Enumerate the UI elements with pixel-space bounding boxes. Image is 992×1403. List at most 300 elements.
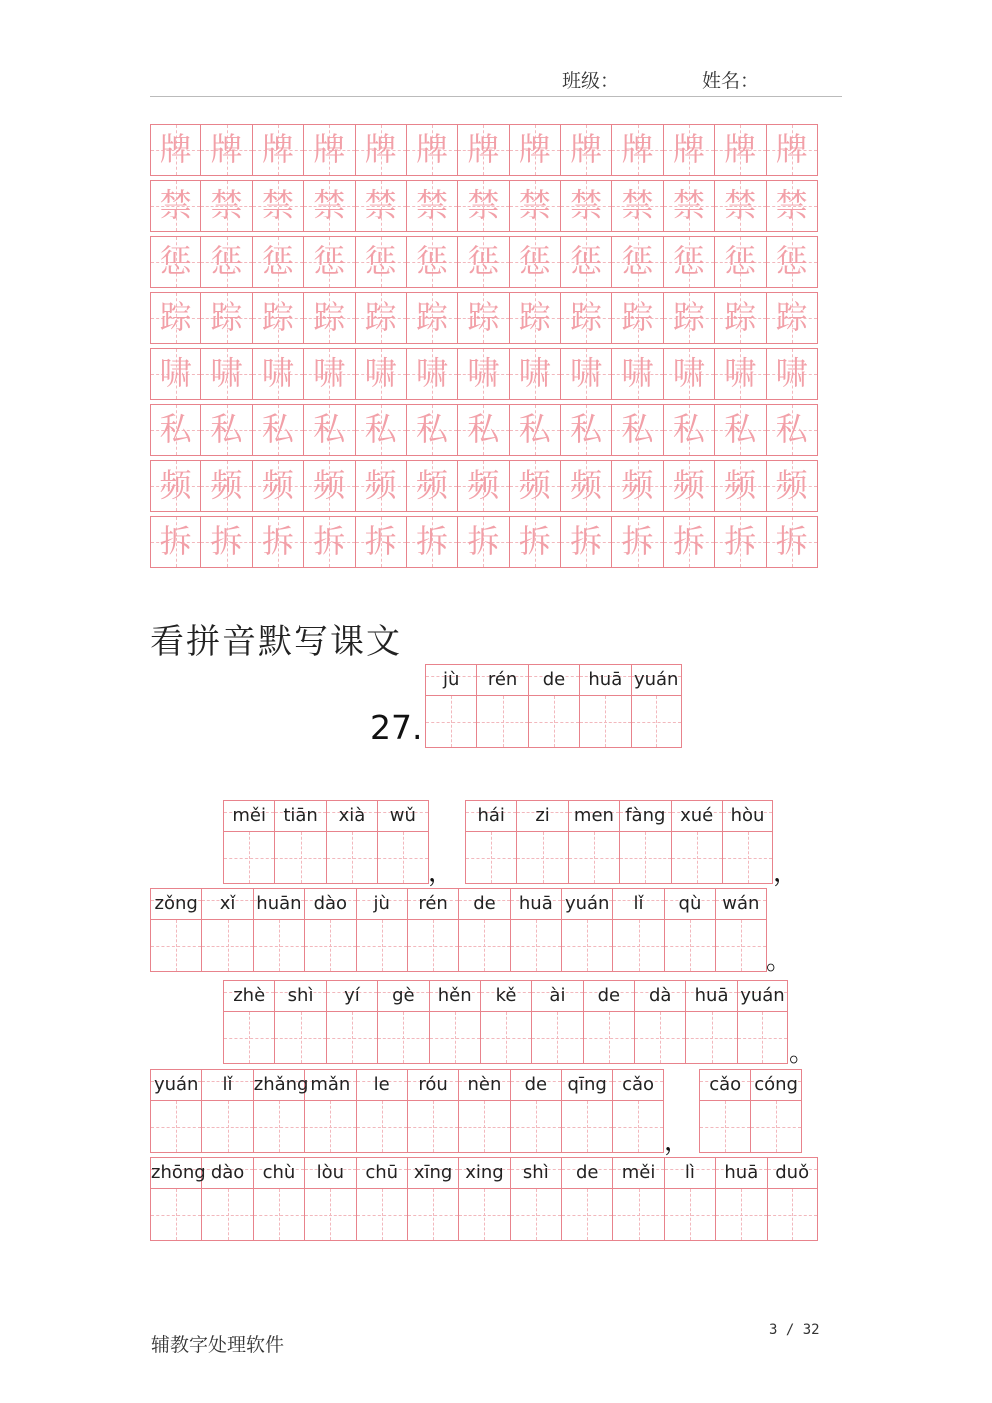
answer-cell[interactable] [510,1189,561,1241]
answer-cell[interactable] [407,920,458,972]
pinyin-syllable: shì [522,1162,549,1183]
pinyin-syllable: dà [648,985,672,1006]
answer-cell[interactable] [722,832,773,884]
practice-cell [561,404,612,456]
pinyin-syllable: lǐ [633,893,644,914]
trace-character: 拆 [518,522,551,560]
pinyin-box [516,800,567,884]
practice-cell [715,236,766,288]
pinyin-box [326,800,377,884]
answer-cell[interactable] [579,696,630,748]
practice-cell [510,236,561,288]
practice-cell [304,292,355,344]
practice-cell [253,124,304,176]
practice-cell [407,348,458,400]
practice-cell [561,460,612,512]
pinyin-syllable: zǒng [154,893,198,914]
practice-cell [510,460,561,512]
practice-cell [304,460,355,512]
answer-cell[interactable] [253,1189,304,1241]
answer-cell[interactable] [612,1101,663,1153]
answer-cell[interactable] [304,920,355,972]
answer-cell[interactable] [425,696,476,748]
pinyin-cell [407,1069,458,1101]
pinyin-syllable: zhōng [151,1162,206,1183]
practice-cell [253,516,304,568]
answer-cell[interactable] [201,1101,252,1153]
pinyin-box [407,888,458,972]
trace-character: 牌 [364,130,397,168]
practice-row [150,292,818,344]
answer-cell[interactable] [223,832,274,884]
pinyin-box [253,1069,309,1153]
pinyin-cell [407,1157,458,1189]
pinyin-box [715,888,766,972]
pinyin-box [253,888,304,972]
trace-character: 私 [159,410,192,448]
practice-cell [561,516,612,568]
trace-character: 拆 [621,522,654,560]
practice-cell [150,516,201,568]
pinyin-cell [425,664,476,696]
pinyin-cell [510,1069,561,1101]
practice-cell [201,348,252,400]
trace-character: 频 [364,466,397,504]
trace-character: 踪 [261,298,294,336]
practice-cell [612,236,663,288]
practice-cell [407,404,458,456]
answer-cell[interactable] [465,832,516,884]
pinyin-cell [407,888,458,920]
pinyin-cell [510,888,561,920]
answer-cell[interactable] [699,1101,750,1153]
practice-cell [612,460,663,512]
pinyin-cell [510,1157,561,1189]
pinyin-cell [631,664,682,696]
pinyin-syllable: de [542,669,566,690]
trace-character: 频 [261,466,294,504]
answer-cell[interactable] [150,1101,201,1153]
practice-cell [664,460,715,512]
trace-character: 频 [518,466,551,504]
pinyin-box [561,1069,612,1153]
practice-cell [201,404,252,456]
pinyin-cell [685,980,736,1012]
pinyin-cell [767,1157,818,1189]
trace-character: 私 [313,410,346,448]
pinyin-box [612,1069,663,1153]
trace-character: 禁 [724,186,757,224]
punctuation-mark: ， [773,858,800,888]
trace-character: 踪 [416,298,449,336]
answer-cell[interactable] [583,1012,634,1064]
practice-row [150,236,818,288]
pinyin-syllable: duǒ [775,1162,810,1183]
pinyin-box [150,888,201,972]
answer-cell[interactable] [664,1189,715,1241]
practice-cell [458,348,509,400]
pinyin-box [465,800,516,884]
pinyin-box [377,980,428,1064]
practice-cell [767,292,818,344]
practice-cell [458,124,509,176]
pinyin-syllable: xīng [413,1162,453,1183]
answer-cell[interactable] [326,832,377,884]
practice-cell [715,404,766,456]
pinyin-syllable: yuán [633,669,679,690]
practice-cell [561,292,612,344]
trace-character: 禁 [467,186,500,224]
pinyin-box [480,980,531,1064]
trace-character: 牌 [159,130,192,168]
pinyin-cell [326,800,377,832]
practice-cell [612,404,663,456]
practice-cell [715,348,766,400]
practice-cell [356,516,407,568]
practice-cell [664,348,715,400]
trace-character: 拆 [313,522,346,560]
answer-cell[interactable] [458,920,509,972]
pinyin-syllable: lòu [316,1162,345,1183]
answer-cell[interactable] [516,832,567,884]
answer-cell[interactable] [458,1189,509,1241]
pinyin-syllable: rén [418,893,448,914]
practice-cell [715,292,766,344]
answer-cell[interactable] [750,1101,801,1153]
answer-cell[interactable] [377,1012,428,1064]
practice-cell [715,516,766,568]
practice-cell [356,124,407,176]
pinyin-box [304,1069,355,1153]
trace-character: 拆 [724,522,757,560]
practice-cell [304,516,355,568]
pinyin-cell [722,800,773,832]
answer-cell[interactable] [407,1189,458,1241]
practice-cell [767,124,818,176]
trace-character: 踪 [364,298,397,336]
pinyin-cell [671,800,722,832]
practice-cell [304,404,355,456]
practice-cell [767,516,818,568]
pinyin-box [612,1157,663,1241]
pinyin-box [274,800,325,884]
answer-cell[interactable] [619,832,670,884]
title-pinyin-row [425,664,682,748]
pinyin-box [568,800,619,884]
answer-cell[interactable] [274,832,325,884]
pinyin-syllable: chù [262,1162,296,1183]
trace-character: 禁 [518,186,551,224]
answer-cell[interactable] [274,1012,325,1064]
answer-cell[interactable] [429,1012,480,1064]
trace-character: 牌 [416,130,449,168]
trace-character: 踪 [724,298,757,336]
pinyin-cell [664,888,715,920]
trace-character: 牌 [775,130,808,168]
trace-character: 惩 [416,242,449,280]
trace-character: 禁 [159,186,192,224]
practice-cell [664,236,715,288]
practice-cell [201,460,252,512]
trace-character: 禁 [364,186,397,224]
answer-cell[interactable] [304,1101,355,1153]
pinyin-syllable: huā [694,985,729,1006]
trace-character: 禁 [570,186,603,224]
trace-character: 私 [570,410,603,448]
pinyin-box [722,800,773,884]
pinyin-syllable: qù [678,893,702,914]
pinyin-cell [699,1069,750,1101]
trace-character: 惩 [159,242,192,280]
pinyin-box [326,980,377,1064]
pinyin-box [425,664,476,748]
practice-cell [304,180,355,232]
pinyin-cell [561,1157,612,1189]
answer-cell[interactable] [304,1189,355,1241]
pinyin-syllable: jù [373,893,390,914]
trace-character: 频 [621,466,654,504]
pinyin-cell [561,888,612,920]
answer-cell[interactable] [480,1012,531,1064]
pinyin-syllable: zi [535,805,550,826]
lesson-number: 27. [370,708,423,747]
pinyin-syllable: zhè [233,985,266,1006]
pinyin-box [715,1157,766,1241]
practice-cell [201,236,252,288]
practice-cell [767,236,818,288]
answer-cell[interactable] [634,1012,685,1064]
punctuation-mark: ， [664,1127,691,1157]
answer-cell[interactable] [561,1189,612,1241]
answer-cell[interactable] [476,696,527,748]
header-divider [150,96,842,97]
pinyin-cell [531,980,582,1012]
practice-cell [510,516,561,568]
pinyin-syllable: yuán [740,985,785,1006]
answer-cell[interactable] [612,1189,663,1241]
practice-row [150,460,818,512]
pinyin-syllable: cǎo [622,1074,655,1095]
practice-cell [304,348,355,400]
trace-character: 禁 [261,186,294,224]
answer-cell[interactable] [528,696,579,748]
pinyin-cell [150,1157,206,1189]
pinyin-box [583,980,634,1064]
pinyin-syllable: rén [487,669,518,690]
practice-cell [510,180,561,232]
answer-cell[interactable] [715,920,766,972]
trace-character: 拆 [210,522,243,560]
practice-cell [510,404,561,456]
practice-cell [458,516,509,568]
answer-cell[interactable] [253,920,304,972]
answer-cell[interactable] [737,1012,788,1064]
pinyin-syllable: de [597,985,621,1006]
pinyin-syllable: hòu [730,805,765,826]
answer-cell[interactable] [631,696,682,748]
pinyin-box [458,1157,509,1241]
answer-cell[interactable] [356,1189,407,1241]
trace-character: 频 [416,466,449,504]
answer-cell[interactable] [223,1012,274,1064]
practice-cell [201,124,252,176]
practice-cell [253,348,304,400]
practice-cell [150,124,201,176]
practice-cell [201,180,252,232]
practice-cell [664,404,715,456]
answer-cell[interactable] [671,832,722,884]
practice-cell [612,124,663,176]
answer-cell[interactable] [326,1012,377,1064]
trace-character: 牌 [467,130,500,168]
trace-character: 啸 [724,354,757,392]
pinyin-syllable: zhǎng [253,1074,309,1095]
answer-cell[interactable] [356,1101,407,1153]
answer-cell[interactable] [715,1189,766,1241]
pinyin-cell [561,1069,612,1101]
practice-row [150,516,818,568]
trace-character: 啸 [518,354,551,392]
answer-cell[interactable] [201,920,252,972]
practice-cell [407,292,458,344]
pinyin-box [458,888,509,972]
passage-row [223,800,429,884]
trace-character: 频 [467,466,500,504]
passage-row [150,1069,664,1153]
answer-cell[interactable] [561,920,612,972]
pinyin-cell [583,980,634,1012]
trace-character: 私 [364,410,397,448]
trace-character: 私 [775,410,808,448]
practice-cell [356,460,407,512]
pinyin-cell [201,1157,252,1189]
pinyin-box [476,664,527,748]
practice-cell [561,236,612,288]
pinyin-syllable: shì [287,985,314,1006]
pinyin-box [356,1157,407,1241]
section-title: 看拼音默写课文 [150,622,402,662]
trace-character: 啸 [775,354,808,392]
pinyin-syllable: wán [722,893,760,914]
pinyin-box [253,1157,304,1241]
pinyin-syllable: de [524,1074,548,1095]
practice-cell [612,292,663,344]
trace-character: 踪 [570,298,603,336]
pinyin-syllable: men [573,805,614,826]
pinyin-cell [223,980,274,1012]
answer-cell[interactable] [150,920,201,972]
trace-character: 私 [210,410,243,448]
trace-character: 啸 [313,354,346,392]
trace-character: 拆 [672,522,705,560]
answer-cell[interactable] [612,920,663,972]
pinyin-syllable: huā [724,1162,759,1183]
answer-cell[interactable] [150,1189,201,1241]
answer-cell[interactable] [458,1101,509,1153]
pinyin-box [685,980,736,1064]
answer-cell[interactable] [664,920,715,972]
practice-cell [664,180,715,232]
pinyin-syllable: xué [680,805,714,826]
pinyin-box [510,1157,561,1241]
pinyin-cell [356,1069,407,1101]
pinyin-cell [458,888,509,920]
pinyin-box [356,1069,407,1153]
trace-character: 私 [672,410,705,448]
practice-cell [304,236,355,288]
trace-character: 频 [570,466,603,504]
answer-cell[interactable] [561,1101,612,1153]
pinyin-cell [253,1157,304,1189]
pinyin-cell [715,1157,766,1189]
answer-cell[interactable] [407,1101,458,1153]
trace-character: 禁 [775,186,808,224]
pinyin-box [201,1069,252,1153]
pinyin-cell [612,888,663,920]
pinyin-cell [201,888,252,920]
pinyin-syllable: lǐ [222,1074,233,1095]
answer-cell[interactable] [356,920,407,972]
practice-cell [510,292,561,344]
pinyin-syllable: huā [588,669,623,690]
practice-cell [356,236,407,288]
pinyin-syllable: xià [338,805,366,826]
pinyin-syllable: de [575,1162,599,1183]
pinyin-syllable: le [373,1074,390,1095]
answer-cell[interactable] [767,1189,818,1241]
pinyin-box [304,888,355,972]
practice-cell [407,180,458,232]
pinyin-box [767,1157,818,1241]
trace-character: 惩 [364,242,397,280]
answer-cell[interactable] [201,1189,252,1241]
answer-cell[interactable] [531,1012,582,1064]
footer-software-name: 辅教字处理软件 [151,1334,285,1356]
pinyin-cell [715,888,766,920]
trace-character: 拆 [775,522,808,560]
pinyin-box [528,664,579,748]
answer-cell[interactable] [253,1101,304,1153]
practice-cell [767,180,818,232]
pinyin-syllable: dào [313,893,348,914]
pinyin-syllable: xing [465,1162,504,1183]
practice-cell [356,292,407,344]
trace-character: 牌 [672,130,705,168]
pinyin-syllable: hěn [437,985,472,1006]
answer-cell[interactable] [510,920,561,972]
practice-cell [253,460,304,512]
pinyin-box [561,888,612,972]
pinyin-syllable: nèn [467,1074,502,1095]
practice-cell [253,292,304,344]
trace-character: 惩 [724,242,757,280]
trace-character: 拆 [261,522,294,560]
practice-cell [458,292,509,344]
answer-cell[interactable] [568,832,619,884]
trace-character: 私 [467,410,500,448]
pinyin-box [201,1157,252,1241]
answer-cell[interactable] [685,1012,736,1064]
trace-character: 频 [210,466,243,504]
pinyin-syllable: yuán [564,893,610,914]
pinyin-cell [568,800,619,832]
pinyin-cell [612,1157,663,1189]
pinyin-box [531,980,582,1064]
trace-character: 频 [724,466,757,504]
answer-cell[interactable] [377,832,428,884]
answer-cell[interactable] [510,1101,561,1153]
pinyin-syllable: jù [442,669,460,690]
